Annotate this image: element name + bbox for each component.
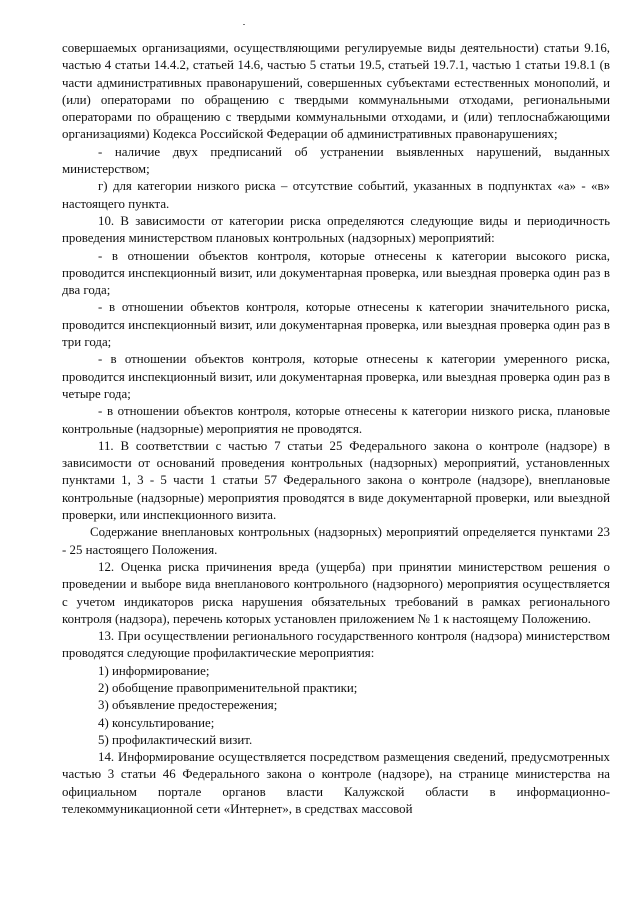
paragraph-two-prescriptions: - наличие двух предписаний об устранении выявленных нарушений, выданных министерством; (62, 144, 610, 177)
scan-speck (243, 24, 245, 25)
list-item-4: 4) консультирование; (98, 715, 215, 730)
paragraph-continuation: совершаемых организациями, осуществляющими регулируемые виды деятельности) статьи 9.16, частью 4 статьи 14.4.2, статьей 14.6, частью 5 статьи 19.5, статьей 19.7.1, частью 1 статьи 19.8.1 (в части административных правонарушений, совершенных субъектами естественных монополий, и (или) операторами по обращению с твердыми коммунальными отходами, региональными операторами по обращению с твердыми коммунальными отходами, и (или) теплоснабжающими организациями) Кодекса Российской Федерации об административных правонарушениях; (62, 41, 610, 142)
list-item-2: 2) обобщение правоприменительной практики; (98, 680, 358, 695)
paragraph-significant-risk: - в отношении объектов контроля, которые отнесены к категории значительного риска, проводится инспекционный визит, или документарная проверка, или выездная проверка один раз в три года; (62, 300, 610, 350)
list-item-3: 3) объявление предостережения; (98, 698, 278, 713)
paragraph-10: 10. В зависимости от категории риска определяются следующие виды и периодичность проведения министерством плановых контрольных (надзорных) мероприятий: (62, 213, 610, 246)
paragraph-13: 13. При осуществлении регионального государственного контроля (надзора) министерством проводятся следующие профилактические мероприятия: (62, 629, 610, 661)
list-item-5: 5) профилактический визит. (98, 732, 253, 747)
paragraph-11: 11. В соответствии с частью 7 статьи 25 Федерального закона о контроле (надзоре) в зависимости от оснований проведения контрольных (надзорных) мероприятий, установленных пунктами 1, 3 - 5 части 1 статьи 57 Федерального закона о контроле (надзоре), внеплановые контрольные (надзорные) мероприятия проводятся в виде документарной проверки, или выездной проверки, или инспекционного визита. (62, 438, 610, 523)
paragraph-low-risk-planned: - в отношении объектов контроля, которые отнесены к категории низкого риска, плановые контрольные (надзорные) мероприятия не проводятся. (62, 404, 610, 436)
paragraph-low-risk: г) для категории низкого риска – отсутствие событий, указанных в подпунктах «а» - «в» настоящего пункта. (62, 179, 610, 211)
list-item-1: 1) информирование; (98, 663, 210, 678)
paragraph-moderate-risk: - в отношении объектов контроля, которые отнесены к категории умеренного риска, проводится инспекционный визит, или документарная проверка, или выездная проверка один раз в четыре года; (62, 352, 610, 401)
paragraph-12: 12. Оценка риска причинения вреда (ущерба) при принятии министерством решения о проведении и выборе вида внепланового контрольного (надзорного) мероприятия осуществляется с учетом индикаторов риска нарушения обязательных требований в рамках регионального контроля (надзора), перечень которых установлен приложением № 1 к настоящему Положению. (62, 559, 610, 626)
paragraph-high-risk: - в отношении объектов контроля, которые отнесены к категории высокого риска, проводится инспекционный визит, или документарная проверка, или выездная проверка один раз в два года; (62, 248, 610, 298)
document-page (62, 40, 610, 818)
paragraph-unscheduled-content: Содержание внеплановых контрольных (надзорных) мероприятий определяется пунктами 23 - 25 настоящего Положения. (62, 525, 610, 557)
paragraph-14: 14. Информирование осуществляется посредством размещения сведений, предусмотренных частью 3 статьи 46 Федерального закона о контроле (надзоре), на странице министерства на официальном портале органов власти Калужской области в информационно-телекоммуникационной сети «Интернет», в средствах массовой (62, 750, 610, 817)
